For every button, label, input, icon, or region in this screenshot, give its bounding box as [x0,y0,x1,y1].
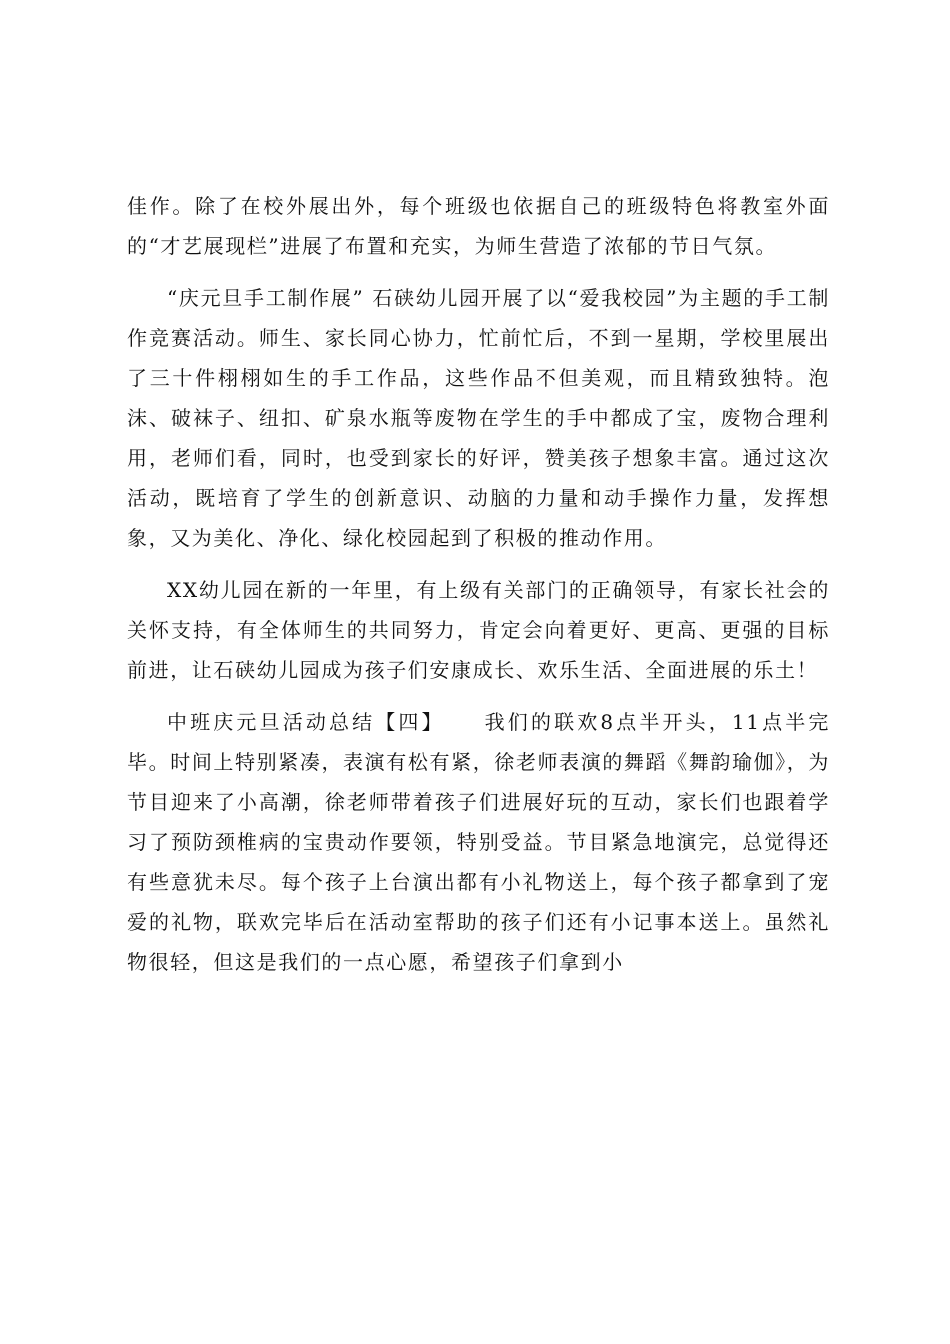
paragraph-continuation: 佳作。除了在校外展出外，每个班级也依据自己的班级特色将教室外面的“才艺展现栏”进展了布置和充实，为师生营造了浓郁的节日气氛。 [127,194,830,258]
document-body [127,186,830,994]
section-heading: 中班庆元旦活动总结【四】 [167,710,445,734]
paragraph-section-four [127,702,830,982]
paragraph-kindergarten-outlook: XX幼儿园在新的一年里，有上级有关部门的正确领导，有家长社会的关怀支持，有全体师生的共同努力，肯定会向着更好、更高、更强的目标前进，让石硖幼儿园成为孩子们安康成长、欢乐生活、全面进展的乐土！ [127,578,830,682]
paragraph-handcraft-exhibition: “庆元旦手工制作展” 石硖幼儿园开展了以“爱我校园”为主题的手工制作竞赛活动。师生、家长同心协力，忙前忙后，不到一星期，学校里展出了三十件栩栩如生的手工作品，这些作品不但美观，而且精致独特。泡沫、破袜子、纽扣、矿泉水瓶等废物在学生的手中都成了宝，废物合理利用，老师们看，同时，也受到家长的好评，赞美孩子想象丰富。通过这次活动，既培育了学生的创新意识、动脑的力量和动手操作力量，发挥想象，又为美化、净化、绿化校园起到了积极的推动作用。 [127,286,830,550]
section-body-text: 我们的联欢8点半开头，11点半完毕。时间上特别紧凑，表演有松有紧，徐老师表演的舞蹈《舞韵瑜伽》，为节目迎来了小高潮，徐老师带着孩子们进展好玩的互动，家长们也跟着学习了预防颈椎病的宝贵动作要领，特别受益。节目紧急地演完，总觉得还有些意犹未尽。每个孩子上台演出都有小礼物送上，每个孩子都拿到了宠爱的礼物，联欢完毕后在活动室帮助的孩子们还有小记事本送上。虽然礼物很轻，但这是我们的一点心愿，希望孩子们拿到小 [127,710,830,974]
